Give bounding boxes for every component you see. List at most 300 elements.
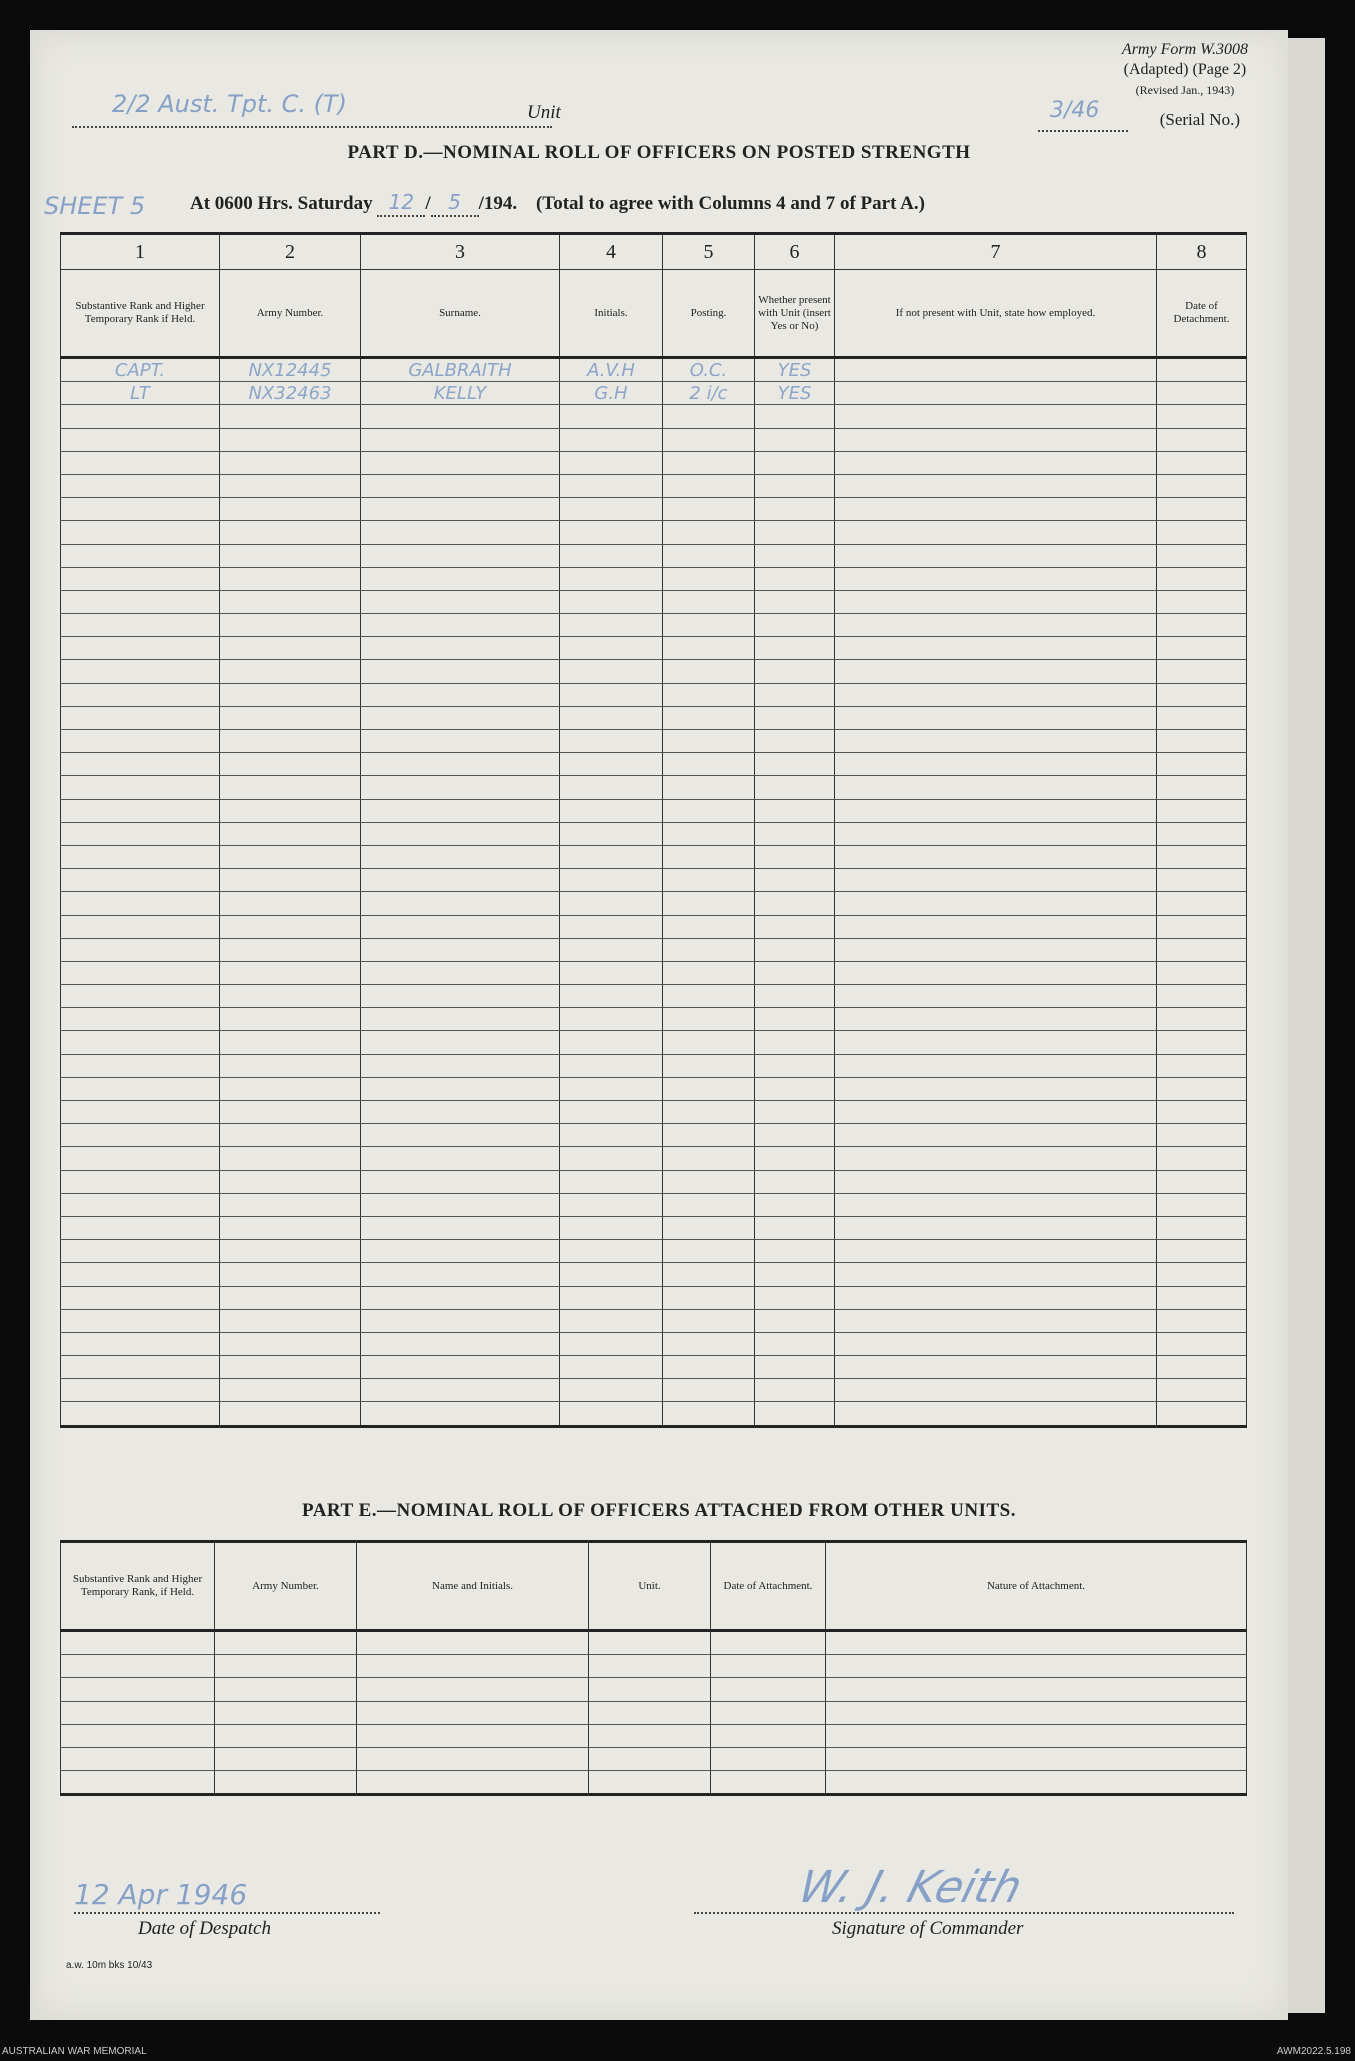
table-cell <box>835 382 1157 405</box>
table-cell <box>663 892 755 915</box>
table-row <box>61 1402 1247 1426</box>
table-cell <box>560 985 663 1008</box>
table-cell <box>560 474 663 497</box>
part-d-table <box>60 232 1247 1428</box>
table-cell <box>61 706 220 729</box>
table-cell <box>755 614 835 637</box>
table-cell <box>560 753 663 776</box>
table-cell <box>835 1170 1157 1193</box>
table-cell <box>220 985 361 1008</box>
table-cell <box>61 1031 220 1054</box>
table-cell <box>1157 683 1247 706</box>
table-cell <box>663 1031 755 1054</box>
table-cell <box>560 961 663 984</box>
table-cell <box>663 822 755 845</box>
table-cell <box>663 614 755 637</box>
table-cell <box>220 961 361 984</box>
table-cell <box>361 1193 560 1216</box>
table-cell <box>560 1263 663 1286</box>
table-cell <box>220 614 361 637</box>
table-cell <box>1157 1147 1247 1170</box>
table-cell <box>61 1077 220 1100</box>
table-cell <box>826 1655 1247 1678</box>
table-cell <box>835 938 1157 961</box>
table-cell: O.C. <box>663 358 755 382</box>
table-cell <box>826 1724 1247 1747</box>
table-cell <box>361 405 560 428</box>
table-cell <box>835 358 1157 382</box>
table-cell <box>215 1678 357 1701</box>
table-cell <box>61 474 220 497</box>
table-cell <box>1157 1216 1247 1239</box>
table-cell <box>560 1240 663 1263</box>
year-text: /194. <box>478 193 518 214</box>
attached-col-header-3: Name and Initials. <box>357 1542 589 1631</box>
table-row <box>61 985 1247 1008</box>
table-cell <box>835 915 1157 938</box>
table-cell <box>835 637 1157 660</box>
table-cell <box>361 1379 560 1402</box>
table-cell <box>835 1077 1157 1100</box>
table-cell: KELLY <box>361 382 560 405</box>
table-cell <box>835 985 1157 1008</box>
table-cell <box>826 1701 1247 1724</box>
table-cell <box>663 799 755 822</box>
table-cell: CAPT. <box>61 358 220 382</box>
table-cell <box>1157 1356 1247 1379</box>
table-cell <box>663 776 755 799</box>
table-cell <box>755 1193 835 1216</box>
table-cell <box>361 1008 560 1031</box>
table-row <box>61 382 1247 405</box>
col-header-5: Posting. <box>663 270 755 358</box>
col-number-6: 6 <box>755 234 835 270</box>
table-cell <box>663 683 755 706</box>
table-cell <box>1157 706 1247 729</box>
serial-field <box>1038 98 1128 132</box>
table-cell <box>560 915 663 938</box>
table-cell <box>663 1147 755 1170</box>
table-cell <box>755 1124 835 1147</box>
table-cell <box>357 1724 589 1747</box>
signature-label: Signature of Commander <box>832 1918 1024 1939</box>
table-cell <box>1157 382 1247 405</box>
table-cell <box>357 1771 589 1795</box>
table-cell <box>1157 567 1247 590</box>
table-cell <box>1157 1402 1247 1426</box>
table-cell <box>220 1379 361 1402</box>
table-cell <box>663 1170 755 1193</box>
attached-col-header-2: Army Number. <box>215 1542 357 1631</box>
table-cell <box>663 938 755 961</box>
table-cell <box>560 521 663 544</box>
table-cell <box>560 590 663 613</box>
table-cell <box>1157 915 1247 938</box>
table-cell <box>220 776 361 799</box>
table-cell <box>220 660 361 683</box>
table-cell <box>1157 1240 1247 1263</box>
table-cell <box>357 1701 589 1724</box>
table-cell <box>755 544 835 567</box>
attached-col-header-5: Date of Attachment. <box>711 1542 826 1631</box>
table-row <box>61 1631 1247 1655</box>
table-cell <box>220 869 361 892</box>
col-header-4: Initials. <box>560 270 663 358</box>
table-cell <box>220 1356 361 1379</box>
table-cell <box>560 892 663 915</box>
table-row <box>61 753 1247 776</box>
table-cell <box>755 1402 835 1426</box>
table-row <box>61 1170 1247 1193</box>
table-cell <box>220 405 361 428</box>
table-cell <box>220 1031 361 1054</box>
despatch-label: Date of Despatch <box>138 1918 271 1939</box>
table-cell <box>663 915 755 938</box>
table-cell <box>361 706 560 729</box>
table-cell <box>589 1655 711 1678</box>
table-row <box>61 1309 1247 1332</box>
total-note: (Total to agree with Columns 4 and 7 of Part A.) <box>535 193 925 214</box>
table-cell <box>1157 845 1247 868</box>
table-cell <box>589 1701 711 1724</box>
sheet-handwritten: SHEET 5 <box>44 192 146 220</box>
serial-handwritten: 3/46 <box>1050 98 1100 123</box>
table-cell <box>663 845 755 868</box>
table-cell <box>1157 1101 1247 1124</box>
table-cell <box>220 915 361 938</box>
table-cell <box>61 1054 220 1077</box>
table-cell <box>589 1678 711 1701</box>
table-cell <box>220 730 361 753</box>
table-cell <box>361 498 560 521</box>
table-row <box>61 521 1247 544</box>
table-cell <box>755 1379 835 1402</box>
table-row <box>61 474 1247 497</box>
table-cell <box>663 1356 755 1379</box>
table-cell <box>61 753 220 776</box>
table-cell <box>663 1309 755 1332</box>
table-cell <box>663 1124 755 1147</box>
table-cell <box>560 567 663 590</box>
table-cell <box>835 776 1157 799</box>
table-cell <box>220 590 361 613</box>
table-cell <box>755 753 835 776</box>
table-cell <box>663 544 755 567</box>
table-cell <box>61 1101 220 1124</box>
table-cell <box>1157 1077 1247 1100</box>
table-cell <box>835 822 1157 845</box>
part-d-title: PART D.—NOMINAL ROLL OF OFFICERS ON POSTED STRENGTH <box>347 142 971 163</box>
table-cell <box>835 567 1157 590</box>
table-cell <box>361 1216 560 1239</box>
table-cell <box>215 1631 357 1655</box>
table-cell <box>220 1147 361 1170</box>
table-cell <box>1157 1124 1247 1147</box>
table-cell <box>711 1631 826 1655</box>
part-e-table <box>60 1540 1247 1796</box>
table-row <box>61 428 1247 451</box>
table-cell <box>755 706 835 729</box>
table-cell <box>663 706 755 729</box>
table-cell <box>220 1008 361 1031</box>
table-cell <box>663 498 755 521</box>
table-cell <box>560 1356 663 1379</box>
table-cell <box>835 1193 1157 1216</box>
table-cell <box>835 544 1157 567</box>
form-revised: (Revised Jan., 1943) <box>1135 83 1235 97</box>
print-code: a.w. 10m bks 10/43 <box>66 1960 153 1971</box>
table-cell <box>1157 660 1247 683</box>
table-cell <box>1157 1309 1247 1332</box>
table-cell <box>663 730 755 753</box>
table-cell <box>361 428 560 451</box>
table-cell <box>61 961 220 984</box>
attached-col-header-6: Nature of Attachment. <box>826 1542 1247 1631</box>
table-row <box>61 358 1247 382</box>
table-row <box>61 1379 1247 1402</box>
table-cell <box>663 985 755 1008</box>
table-row <box>61 1724 1247 1747</box>
table-cell <box>755 822 835 845</box>
table-cell <box>560 1008 663 1031</box>
table-cell <box>357 1747 589 1770</box>
table-cell <box>61 1402 220 1426</box>
col-header-8: Date of Detachment. <box>1157 270 1247 358</box>
table-cell <box>61 892 220 915</box>
table-cell <box>835 614 1157 637</box>
table-cell: YES <box>755 382 835 405</box>
table-cell <box>1157 1286 1247 1309</box>
table-cell <box>361 753 560 776</box>
table-cell <box>663 961 755 984</box>
table-cell <box>1157 1332 1247 1355</box>
table-cell <box>711 1771 826 1795</box>
table-row <box>61 614 1247 637</box>
form-reference <box>1122 40 1248 100</box>
table-cell <box>1157 1263 1247 1286</box>
table-row <box>61 1216 1247 1239</box>
table-cell <box>361 1147 560 1170</box>
table-cell <box>220 753 361 776</box>
table-row <box>61 1655 1247 1678</box>
table-cell <box>220 428 361 451</box>
table-cell <box>560 845 663 868</box>
table-cell <box>220 892 361 915</box>
table-cell <box>560 1402 663 1426</box>
table-cell <box>1157 730 1247 753</box>
table-cell: YES <box>755 358 835 382</box>
table-cell <box>1157 358 1247 382</box>
table-cell <box>1157 405 1247 428</box>
credit-left: AUSTRALIAN WAR MEMORIAL <box>2 2046 147 2057</box>
table-cell <box>61 1747 215 1770</box>
table-cell <box>220 1077 361 1100</box>
table-cell <box>663 869 755 892</box>
table-cell <box>755 1170 835 1193</box>
table-cell <box>663 637 755 660</box>
table-cell <box>835 451 1157 474</box>
table-cell <box>663 1286 755 1309</box>
table-row <box>61 405 1247 428</box>
table-cell <box>1157 1193 1247 1216</box>
table-cell <box>663 1332 755 1355</box>
table-cell <box>1157 753 1247 776</box>
table-cell <box>755 474 835 497</box>
col-number-3: 3 <box>361 234 560 270</box>
table-cell <box>835 1263 1157 1286</box>
table-cell <box>1157 498 1247 521</box>
table-cell <box>560 1170 663 1193</box>
table-cell <box>61 1216 220 1239</box>
table-cell <box>755 567 835 590</box>
table-cell <box>361 1332 560 1355</box>
table-row <box>61 1356 1247 1379</box>
table-cell <box>61 1631 215 1655</box>
table-cell <box>1157 892 1247 915</box>
table-cell <box>835 428 1157 451</box>
table-row <box>61 1332 1247 1355</box>
table-cell <box>560 776 663 799</box>
table-cell <box>755 1332 835 1355</box>
table-cell <box>835 1124 1157 1147</box>
credit-right: AWM2022.5.198 <box>1276 2046 1351 2057</box>
table-cell <box>220 474 361 497</box>
table-cell <box>61 799 220 822</box>
table-cell <box>61 869 220 892</box>
table-cell <box>220 498 361 521</box>
part-e-title: PART E.—NOMINAL ROLL OF OFFICERS ATTACHED FROM OTHER UNITS. <box>302 1500 1016 1521</box>
table-cell: NX32463 <box>220 382 361 405</box>
table-cell <box>560 1124 663 1147</box>
table-cell <box>711 1701 826 1724</box>
table-cell <box>361 614 560 637</box>
col-header-1: Substantive Rank and Higher Temporary Rank if Held. <box>61 270 220 358</box>
col-number-5: 5 <box>663 234 755 270</box>
table-cell <box>755 1054 835 1077</box>
table-row <box>61 683 1247 706</box>
table-cell <box>560 451 663 474</box>
table-cell <box>61 451 220 474</box>
table-cell <box>61 614 220 637</box>
table-cell <box>835 1216 1157 1239</box>
table-cell <box>560 637 663 660</box>
table-cell <box>711 1678 826 1701</box>
table-cell <box>560 1147 663 1170</box>
part-d-subtitle: At 0600 Hrs. Saturday 12 / 5 /194. (Total to agree with Columns 4 and 7 of Part A.) <box>190 190 925 217</box>
table-row <box>61 961 1247 984</box>
table-row <box>61 730 1247 753</box>
table-cell <box>1157 1008 1247 1031</box>
table-cell <box>361 892 560 915</box>
table-row <box>61 1008 1247 1031</box>
table-cell <box>560 869 663 892</box>
commander-signature: W. J. Keith <box>793 1862 1028 1913</box>
table-cell <box>560 1101 663 1124</box>
table-cell <box>361 1054 560 1077</box>
table-cell <box>220 1402 361 1426</box>
table-cell <box>61 428 220 451</box>
table-cell <box>835 590 1157 613</box>
table-cell <box>560 1031 663 1054</box>
table-cell <box>755 451 835 474</box>
table-cell <box>663 660 755 683</box>
table-cell <box>560 1193 663 1216</box>
table-cell <box>826 1631 1247 1655</box>
table-cell <box>663 521 755 544</box>
table-cell <box>361 637 560 660</box>
table-cell <box>663 1402 755 1426</box>
table-cell <box>560 1286 663 1309</box>
table-cell <box>560 428 663 451</box>
table-row <box>61 1701 1247 1724</box>
table-cell <box>61 1124 220 1147</box>
form-page <box>30 30 1288 2020</box>
table-cell <box>361 1240 560 1263</box>
table-cell <box>560 660 663 683</box>
table-cell <box>835 474 1157 497</box>
table-cell <box>1157 985 1247 1008</box>
form-adapted: (Adapted) (Page 2) <box>1123 61 1247 78</box>
table-cell <box>220 1193 361 1216</box>
table-cell <box>357 1631 589 1655</box>
table-cell <box>663 590 755 613</box>
col-number-2: 2 <box>220 234 361 270</box>
table-cell <box>1157 544 1247 567</box>
table-row <box>61 1101 1247 1124</box>
table-cell <box>61 776 220 799</box>
table-cell <box>220 845 361 868</box>
table-cell <box>755 776 835 799</box>
table-cell <box>361 1263 560 1286</box>
table-row <box>61 1678 1247 1701</box>
table-row <box>61 1771 1247 1795</box>
table-row <box>61 706 1247 729</box>
table-cell <box>61 1379 220 1402</box>
table-cell <box>61 1147 220 1170</box>
col-number-4: 4 <box>560 234 663 270</box>
table-cell <box>220 1286 361 1309</box>
table-cell <box>826 1747 1247 1770</box>
table-cell <box>755 590 835 613</box>
table-cell <box>361 451 560 474</box>
table-cell <box>663 1193 755 1216</box>
table-cell <box>1157 822 1247 845</box>
table-cell <box>560 706 663 729</box>
table-row <box>61 1054 1247 1077</box>
table-cell <box>220 1263 361 1286</box>
table-cell <box>220 1240 361 1263</box>
table-cell <box>663 1008 755 1031</box>
table-row <box>61 660 1247 683</box>
attached-col-header-4: Unit. <box>589 1542 711 1631</box>
table-cell <box>755 799 835 822</box>
table-cell <box>361 1124 560 1147</box>
table-row <box>61 822 1247 845</box>
table-cell <box>663 1240 755 1263</box>
table-cell <box>61 590 220 613</box>
date-month-field: 5 <box>431 190 479 217</box>
table-cell <box>663 474 755 497</box>
table-cell <box>61 985 220 1008</box>
table-cell <box>361 869 560 892</box>
table-cell <box>663 753 755 776</box>
col-header-6: Whether present with Unit (insert Yes or No) <box>755 270 835 358</box>
date-day-field: 12 <box>377 190 425 217</box>
table-cell <box>220 1332 361 1355</box>
table-cell <box>361 1170 560 1193</box>
unit-field <box>72 90 552 128</box>
table-cell <box>835 405 1157 428</box>
